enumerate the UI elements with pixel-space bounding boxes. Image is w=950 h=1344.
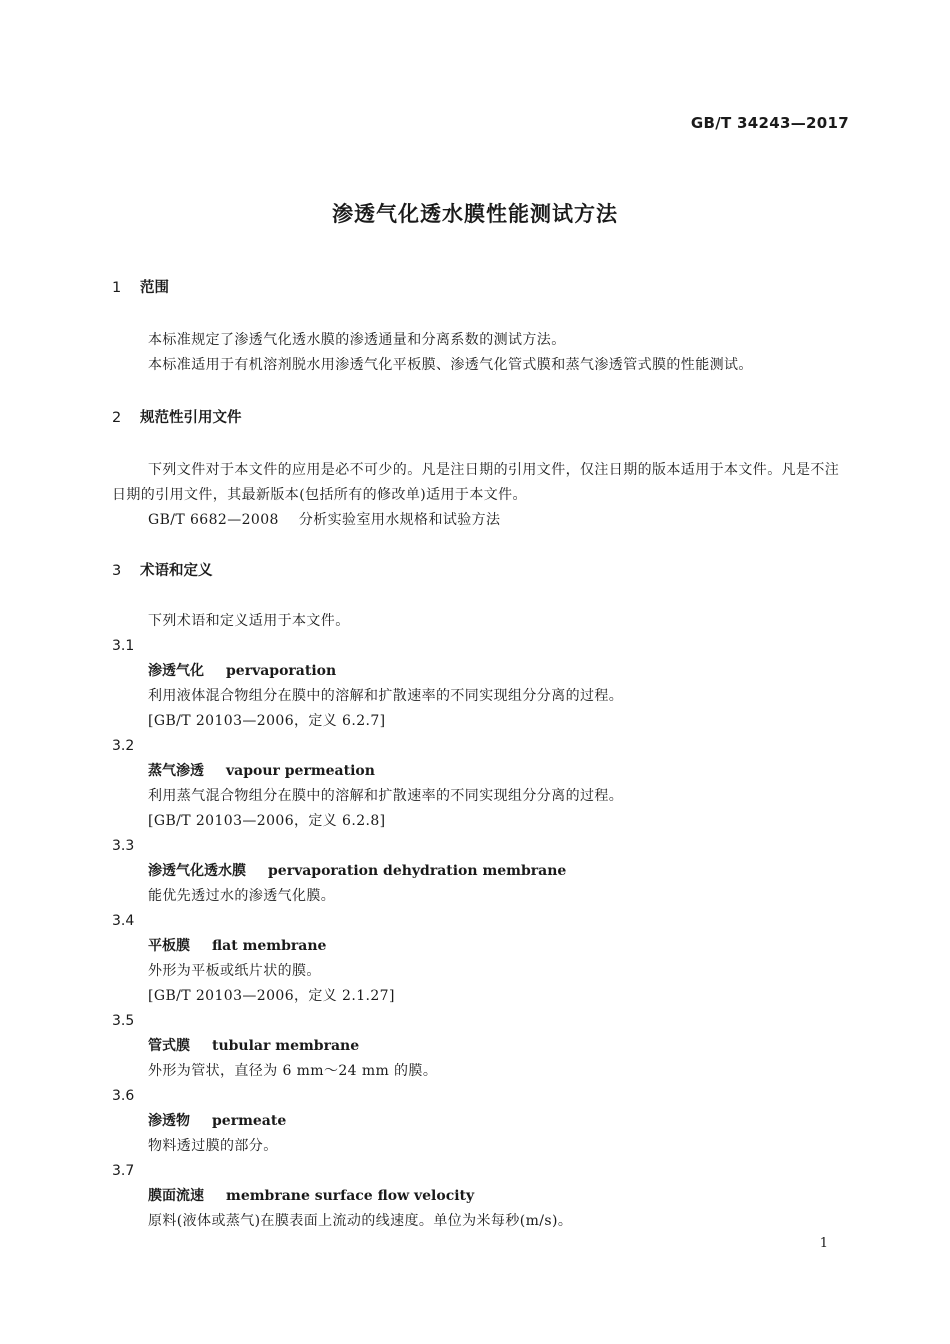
terms-intro: 下列术语和定义适用于本文件。 — [148, 613, 350, 629]
section-number: 2 — [112, 410, 122, 426]
term-name-zh: 平板膜 — [148, 938, 190, 954]
term-name — [112, 859, 852, 884]
term-name-en: vapour permeation — [226, 763, 375, 779]
term-definition: 原料(液体或蒸气)在膜表面上流动的线速度。单位为米每秒(m/s)。 — [148, 1213, 573, 1229]
term-number: 3.7 — [112, 1163, 135, 1179]
term-definition: 物料透过膜的部分。 — [148, 1138, 278, 1154]
section-1-heading — [112, 278, 852, 298]
term-name — [112, 1184, 852, 1209]
document-title: 渗透气化透水膜性能测试方法 — [332, 202, 618, 226]
term-number: 3.2 — [112, 738, 135, 754]
term-name — [112, 1034, 852, 1059]
paragraph: 下列文件对于本文件的应用是必不可少的。凡是注日期的引用文件，仅注日期的版本适用于本文件。凡是不注日期的引用文件，其最新版本(包括所有的修改单)适用于本文件。 — [112, 462, 840, 503]
term-name-en: flat membrane — [212, 938, 327, 954]
standard-code: GB/T 34243—2017 — [690, 114, 849, 132]
normative-reference — [112, 508, 852, 533]
term-name-en: membrane surface flow velocity — [226, 1188, 475, 1204]
section-title: 范围 — [140, 280, 169, 296]
term-number: 3.1 — [112, 638, 135, 654]
section-2-heading — [112, 408, 852, 428]
term-name-zh: 管式膜 — [148, 1038, 190, 1054]
term-name-en: pervaporation dehydration membrane — [268, 863, 567, 879]
term-number: 3.3 — [112, 838, 135, 854]
term-source: [GB/T 20103—2006，定义 2.1.27] — [148, 988, 395, 1004]
term-name — [112, 1109, 852, 1134]
reference-title: 分析实验室用水规格和试验方法 — [298, 512, 501, 528]
term-definition: 利用蒸气混合物组分在膜中的溶解和扩散速率的不同实现组分分离的过程。 — [148, 788, 624, 804]
section-number: 1 — [112, 280, 122, 296]
page-number: 1 — [819, 1236, 828, 1251]
section-number: 3 — [112, 563, 122, 579]
term-definition: 能优先透过水的渗透气化膜。 — [148, 888, 336, 904]
term-number: 3.5 — [112, 1013, 135, 1029]
term-name-en: permeate — [212, 1113, 287, 1129]
term-name — [112, 659, 852, 684]
term-definition: 利用液体混合物组分在膜中的溶解和扩散速率的不同实现组分分离的过程。 — [148, 688, 624, 704]
reference-code: GB/T 6682—2008 — [148, 512, 279, 528]
document-body — [112, 278, 852, 1234]
paragraph: 本标准规定了渗透气化透水膜的渗透通量和分离系数的测试方法。 — [148, 332, 566, 348]
term-name-zh: 渗透气化 — [148, 663, 204, 679]
term-number: 3.4 — [112, 913, 135, 929]
term-definition: 外形为平板或纸片状的膜。 — [148, 963, 321, 979]
term-name-en: pervaporation — [226, 663, 337, 679]
term-name-en: tubular membrane — [212, 1038, 360, 1054]
section-3-heading — [112, 561, 852, 581]
term-name-zh: 渗透气化透水膜 — [148, 863, 246, 879]
section-title: 规范性引用文件 — [140, 410, 242, 426]
term-name — [112, 759, 852, 784]
term-number: 3.6 — [112, 1088, 135, 1104]
term-definition: 外形为管状，直径为 6 mm～24 mm 的膜。 — [148, 1063, 438, 1079]
term-name-zh: 蒸气渗透 — [148, 763, 204, 779]
term-source: [GB/T 20103—2006，定义 6.2.8] — [148, 813, 386, 829]
term-name-zh: 渗透物 — [148, 1113, 190, 1129]
term-name — [112, 934, 852, 959]
paragraph: 本标准适用于有机溶剂脱水用渗透气化平板膜、渗透气化管式膜和蒸气渗透管式膜的性能测试。 — [148, 357, 753, 373]
term-source: [GB/T 20103—2006，定义 6.2.7] — [148, 713, 386, 729]
section-title: 术语和定义 — [140, 563, 213, 579]
term-name-zh: 膜面流速 — [148, 1188, 204, 1204]
